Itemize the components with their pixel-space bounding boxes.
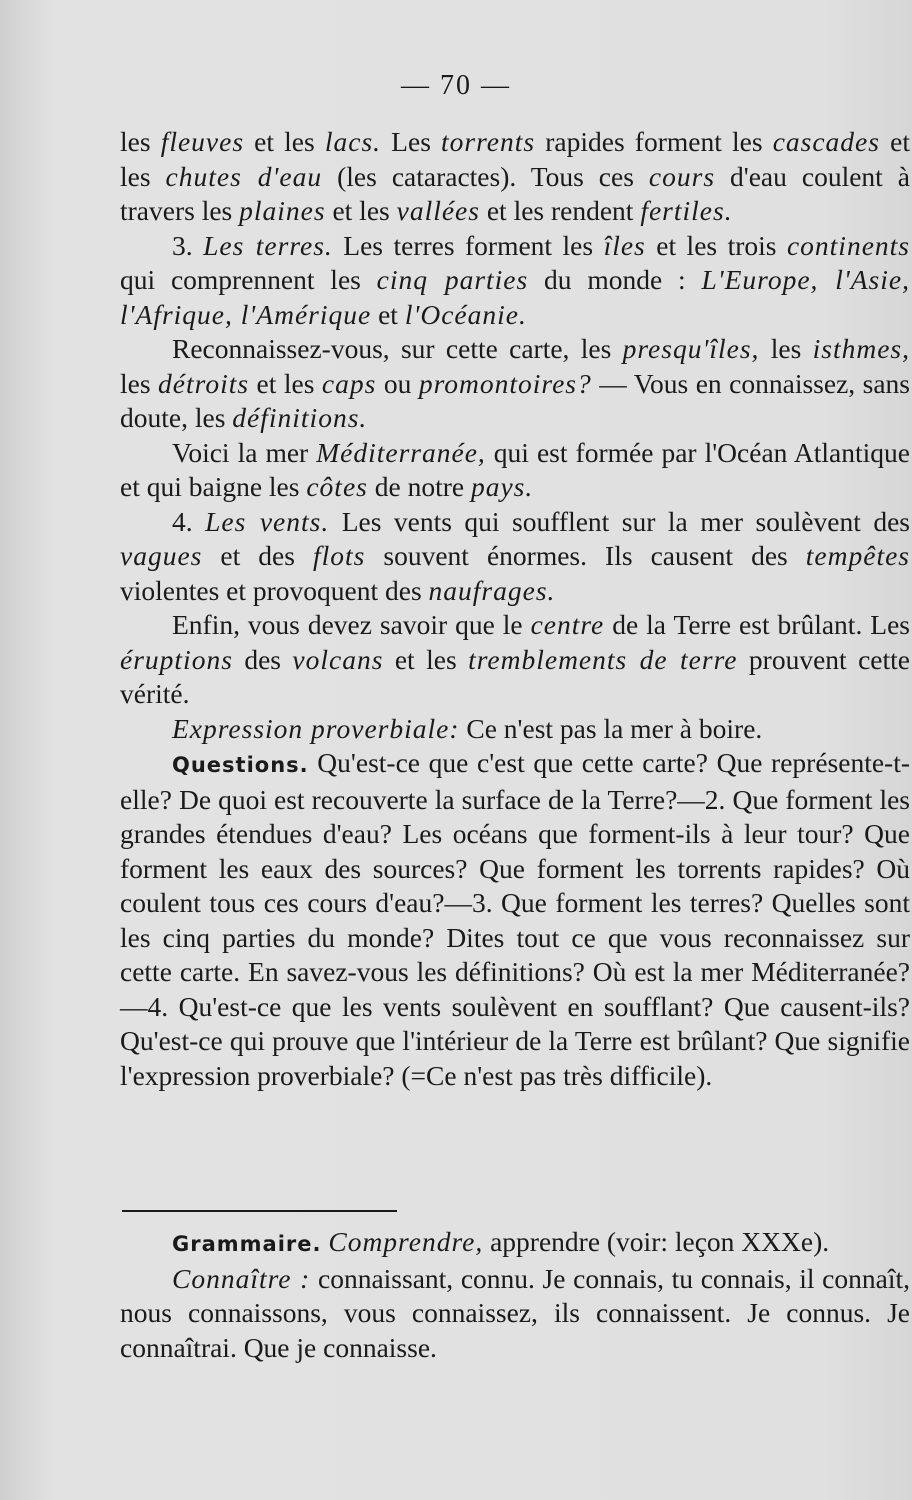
paragraph-questions: Questions. Qu'est-ce que c'est que cette carte? Que représente-t-elle? De quoi est recouverte la surface de la Terre?—2. Que forment les grandes étendues d'eau? Les océans que forment-ils à leur tour? Que forment les eaux des sources? Que forment les torrents rapides? Où coulent tous ces cours d'eau?—3. Que forment les terres? Quelles sont les cinq parties du monde? Dites tout ce que vous reconnaissez sur cette carte. En savez-vous les définitions? Où est la mer Méditerranée?—4. Qu'est-ce que les vents soulèvent en soufflant? Que causent-ils? Qu'est-ce qui prouve que l'intérieur de la Terre est brûlant? Que signifie l'expression proverbiale? (=Ce n'est pas très difficile). [120, 747, 910, 1091]
paragraph-centre: Enfin, vous devez savoir que le centre de la Terre est brûlant. Les éruptions des volcans et les tremblements de terre prouvent cette vérité. [120, 609, 910, 709]
page-number: — 70 — [401, 70, 511, 101]
grammar-section [120, 1225, 910, 1365]
grammar-comprendre: Grammaire. Comprendre, apprendre (voir: leçon XXXe). [172, 1226, 830, 1257]
lesson-text [120, 125, 910, 1093]
questions-heading: Questions. [172, 753, 309, 777]
grammar-heading: Grammaire. [172, 1232, 322, 1256]
paragraph-mediterranee: Voici la mer Méditerranée, qui est formée par l'Océan Atlantique et qui baigne les côtes de notre pays. [120, 436, 910, 502]
grammar-connaitre: Connaître : connaissant, connu. Je connais, tu connais, il connaît, nous connaissons, vous connaissez, ils connaissent. Je connus. Je connaîtrai. Que je connaisse. [120, 1262, 910, 1363]
paragraph-expression: Expression proverbiale: Ce n'est pas la mer à boire. [172, 712, 763, 744]
paragraph-vents: 4. Les vents. Les vents qui soufflent sur la mer soulèvent des vagues et des flots souvent énormes. Ils causent des tempêtes violentes et provoquent des naufrages. [120, 505, 911, 606]
section-divider [122, 1210, 397, 1212]
paragraph-fleuves: les fleuves et les lacs. Les torrents rapides forment les cascades et les chutes d'eau (les cataractes). Tous ces cours d'eau coulent à travers les plaines et les vallées et les rendent fertiles. [120, 126, 911, 226]
paragraph-presquiles: Reconnaissez-vous, sur cette carte, les presqu'îles, les isthmes, les détroits et les caps ou promontoires? — Vous en connaissez, sans doute, les définitions. [120, 333, 911, 433]
paragraph-terres: 3. Les terres. Les terres forment les îles et les trois continents qui comprennent les cinq parties du monde : L'Europe, l'Asie, l'Afrique, l'Amérique et l'Océanie. [120, 229, 910, 330]
